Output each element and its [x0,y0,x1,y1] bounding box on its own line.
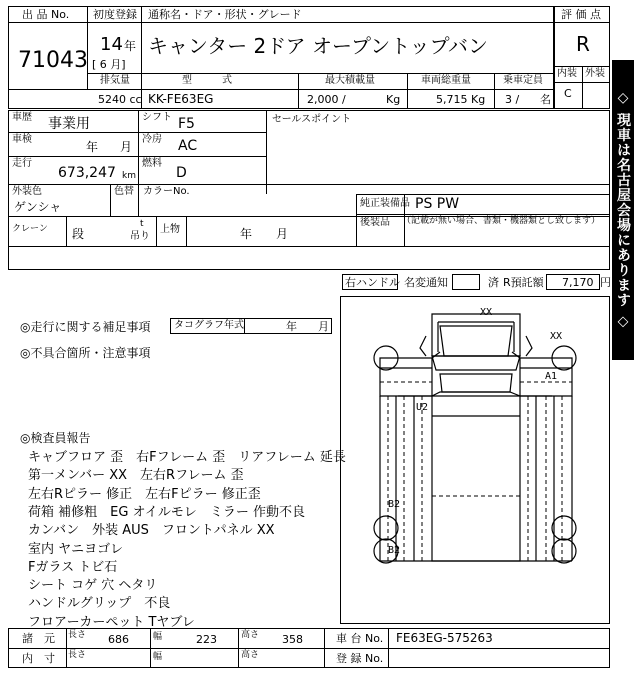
shift: F5 [178,116,195,132]
inspection-label: 車検 [12,134,32,145]
color: ゲンシャ [14,200,62,214]
fuel-label: 燃料 [142,158,162,169]
crane-label: クレーン [12,224,48,234]
ac: AC [178,138,198,154]
report-line: カンバン 外装 AUS フロントパネル XX [28,523,275,539]
inspection-month: 月 [120,140,133,154]
registration-month: [ 6 月] [92,58,126,71]
chassis-number: FE63EG-575263 [396,631,493,645]
model-code: KK-FE63EG [148,92,214,106]
capacity-unit: 名 [540,93,551,106]
diagram-mark: U2 [416,402,429,413]
width: 223 [196,633,217,646]
travel-notes-label: ◎走行に関する補足事項 [20,320,151,334]
width-label: 幅 [153,632,163,642]
crane-ton: t [140,219,144,229]
report-line: フロアーカーペット Tヤブレ [28,614,195,630]
mileage-unit: km [122,171,136,181]
report-line: 第一メンバー XX 左右Rフレーム 歪 [28,468,244,484]
equipment-label: 純正装備品 [360,198,410,209]
mileage-label: 走行 [12,158,32,169]
lot-label: 出 品 No. [22,8,70,21]
recycle-amount: 7,170 [562,276,594,289]
color-change-label: 色替 [114,186,134,197]
sales-point-label: セールスポイント [272,114,352,125]
location-banner: ◇ 現車は名古屋会場にあります ◇ [612,60,634,360]
color-label: 外装色 [12,186,42,197]
height: 358 [282,633,303,646]
report-line: キャブフロア 歪 右Fフレーム 歪 リアフレーム 延長 [28,450,346,465]
registration-year: 14 [100,34,123,55]
shift-label: シフト [142,112,172,123]
upper-month: 月 [276,227,289,241]
max-load-label: 最大積載量 [325,75,375,86]
crane-lift: 吊り [130,231,150,242]
car-name: キャンター 2ドア オープントップバン [148,34,489,58]
capacity-label: 乗車定員 [503,75,543,86]
interior-grade: C [564,87,572,100]
report-line: Fガラス トビ石 [28,559,118,575]
chassis-label: 車 台 No. [336,632,384,645]
recycle-label: R預託額 [503,276,544,289]
recycle-unit: 円 [600,276,611,289]
height-label: 高さ [241,630,260,640]
interior-dim-label: 内 寸 [22,652,55,665]
displacement-label: 排気量 [100,75,130,86]
tacho-label: タコグラフ年式 [174,320,244,331]
tacho-year: 年 [286,320,297,333]
inspection-year: 年 [86,140,99,154]
max-load: 2,000 / [307,93,346,106]
registration-no-label: 登 録 No. [336,652,384,665]
year-unit: 年 [124,39,137,53]
color-no-label: カラーNo. [143,186,190,197]
length: 686 [108,633,129,646]
interior-label: 内装 [557,68,577,79]
spec-label: 諸 元 [22,632,55,645]
registration-label: 初度登録 [93,8,137,21]
report-line: 左右Rピラー 修正 左右Fピラー 修正歪 [28,486,261,502]
recycle-prefix: 済 [488,276,499,289]
report-line: 室内 ヤニヨゴレ [28,541,124,557]
ac-label: 冷房 [142,134,162,145]
mileage: 673,247 [58,165,116,181]
capacity: 3 / [505,93,520,106]
right-hand: 右ハンドル [345,276,400,289]
truck-diagram [340,296,610,624]
diagram-mark: XX [480,307,493,318]
grade-label: 評 価 点 [561,8,601,21]
defects-label: ◎不具合箇所・注意事項 [20,346,151,360]
lot-number: 71043 [18,48,88,73]
equipment: PS PW [415,196,460,212]
report-line: 荷箱 補修粗 EG オイルモレ ミラー 作動不良 [28,504,306,520]
exterior-label: 外装 [585,68,605,79]
tacho-month: 月 [318,320,329,333]
crane-step: 段 [72,227,85,241]
report-line: シート コゲ 穴 ヘタリ [28,578,158,594]
model-label: 型 式 [182,75,232,86]
upper-label: 上物 [160,224,180,235]
report-line: ハンドルグリップ 不良 [28,596,171,612]
diagram-mark: XX [550,331,563,342]
name-change-label: 名変通知 [404,276,448,289]
interior-length-label: 長さ [68,650,87,660]
upper-year: 年 [240,227,253,241]
diagram-mark: B2 [388,499,401,510]
car-name-label: 通称名・ドア・形状・グレード [148,8,302,21]
overall-grade: R [576,32,590,56]
history: 事業用 [48,116,90,132]
gvw-label: 車両総重量 [421,75,471,86]
max-load-unit: Kg [386,93,401,106]
diagram-mark: A1 [545,371,558,382]
displacement: 5240 cc [98,93,142,106]
retrofit-label: 後装品 [360,217,390,228]
length-label: 長さ [68,630,87,640]
history-label: 車歴 [12,112,32,123]
diagram-mark: B2 [388,545,401,556]
report-label: ◎検査員報告 [20,431,91,445]
interior-width-label: 幅 [153,652,163,662]
fuel: D [176,165,187,181]
retrofit-note: （記載が無い場合、書類・機器類とし致します） [402,216,601,226]
interior-height-label: 高さ [241,650,260,660]
gross-weight: 5,715 Kg [436,93,486,106]
